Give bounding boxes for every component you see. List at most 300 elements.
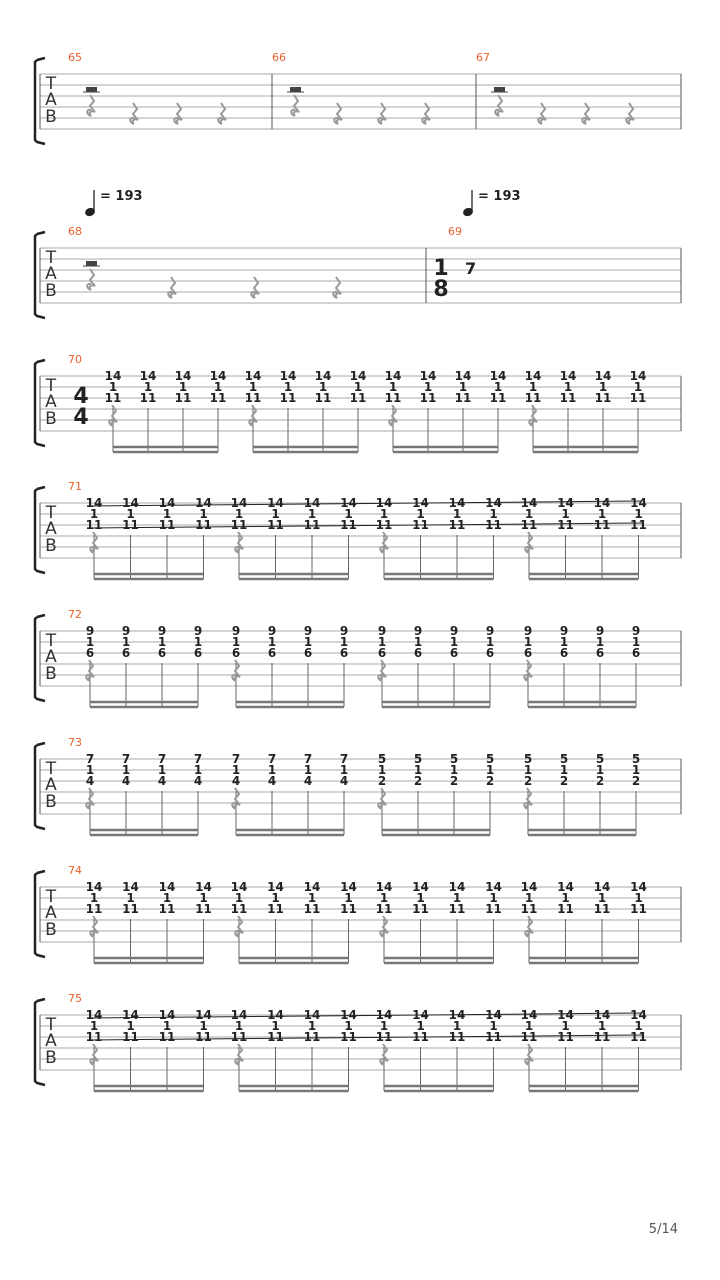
fret-number: 1 [595,763,605,777]
quarter-rest [168,277,176,298]
fret-number: 14 [520,496,538,510]
fret-number: 1 [121,763,131,777]
measure-number: 71 [68,480,82,493]
quarter-rest [218,103,226,124]
fret-number: 14 [230,880,248,894]
fret-number: 14 [230,1008,248,1022]
fret-number: 9 [157,624,167,638]
fret-number: 1 [452,891,462,905]
fret-number: 9 [413,624,423,638]
fret-number: 1 [449,763,459,777]
fret-number: 1 [344,1019,353,1033]
fret-number: 14 [85,880,103,894]
fret-number: 11 [630,902,647,916]
tab-clef-letter: T [45,248,57,268]
system-bracket-top-6 [37,871,45,873]
tempo-mark: = 193 [478,189,521,204]
fret-number: 1 [89,891,99,905]
fret-number: 1 [199,891,208,905]
fret-number: 1 [339,763,349,777]
eighth-rest: 7 [465,259,477,278]
tab-clef-letter: B [45,281,57,301]
fret-number: 11 [122,518,139,532]
measure-number: 65 [68,51,82,64]
tab-clef-letter: B [45,792,57,812]
fret-number: 14 [593,880,611,894]
fret-number: 11 [630,518,647,532]
fret-number: 1 [307,507,317,521]
tab-clef-letter: A [45,519,57,539]
fret-number: 9 [231,624,241,638]
fret-number: 11 [448,1030,466,1044]
fret-number: 1 [489,1019,498,1033]
fret-number: 11 [230,1030,248,1044]
fret-number: 14 [230,496,248,510]
fret-number: 1 [563,380,573,394]
fret-number: 14 [279,369,297,383]
fret-number: 1 [379,1019,389,1033]
fret-number: 14 [520,1008,538,1022]
fret-number: 11 [593,1030,611,1044]
fret-number: 4 [121,774,131,788]
fret-number: 14 [139,369,157,383]
tab-clef-letter: B [45,107,57,127]
fret-number: 11 [412,902,429,916]
fret-number: 14 [104,369,122,383]
fret-number: 14 [630,1008,647,1022]
fret-number: 1 [528,380,538,394]
fret-number: 11 [267,518,284,532]
fret-number: 11 [454,391,472,405]
fret-number: 14 [314,369,332,383]
quarter-rest [334,103,342,124]
fret-number: 1 [524,507,534,521]
fret-number: 11 [303,1030,321,1044]
fret-number: 6 [339,646,349,660]
fret-number: 6 [377,646,387,660]
fret-number: 1 [631,635,641,649]
tab-clef-letter: A [45,90,57,110]
fret-number: 2 [559,774,569,788]
fret-number: 2 [485,774,495,788]
fret-number: 1 [458,380,468,394]
fret-number: 1 [162,507,172,521]
fret-number: 1 [413,763,423,777]
fret-number: 14 [524,369,542,383]
fret-number: 11 [594,391,612,405]
fret-number: 1 [271,1019,280,1033]
fret-number: 1 [379,507,389,521]
fret-number: 1 [193,763,203,777]
fret-number: 9 [85,624,95,638]
quarter-rest [495,95,503,116]
fret-number: 14 [384,369,402,383]
fret-number: 11 [448,902,466,916]
fret-number: 14 [485,880,502,894]
fret-number: 1 [344,507,353,521]
fret-number: 14 [303,880,321,894]
fret-number: 11 [375,902,393,916]
fret-number: 11 [230,518,248,532]
measure-number: 70 [68,353,82,366]
fret-number: 11 [524,391,542,405]
fret-number: 14 [122,880,139,894]
fret-number: 2 [449,774,459,788]
measure-number: 67 [476,51,490,64]
fret-number: 2 [595,774,605,788]
fret-number: 14 [340,496,357,510]
fret-number: 5 [595,752,605,766]
fret-number: 11 [557,1030,574,1044]
fret-number: 1 [126,507,135,521]
fret-number: 11 [520,518,538,532]
fret-number: 14 [557,496,574,510]
fret-number: 14 [85,496,103,510]
fret-number: 11 [412,1030,429,1044]
fret-number: 1 [303,635,313,649]
fret-number: 1 [416,891,425,905]
fret-number: 14 [349,369,367,383]
fret-number: 11 [340,902,357,916]
fret-number: 1 [234,1019,244,1033]
fret-number: 11 [412,518,429,532]
fret-number: 6 [157,646,167,660]
fret-number: 9 [595,624,605,638]
tempo-mark: = 193 [100,189,143,204]
fret-number: 14 [375,1008,393,1022]
fret-number: 14 [158,496,176,510]
time-signature-bottom: 8 [433,277,449,302]
fret-number: 1 [162,1019,172,1033]
fret-number: 14 [158,1008,176,1022]
fret-number: 7 [339,752,349,766]
tab-clef-letter: T [45,74,57,94]
fret-number: 1 [283,380,293,394]
fret-number: 1 [634,891,643,905]
fret-number: 14 [485,1008,502,1022]
fret-number: 1 [597,891,607,905]
fret-number: 6 [595,646,605,660]
quarter-rest [582,103,590,124]
fret-number: 11 [85,902,103,916]
fret-number: 1 [267,635,277,649]
fret-number: 1 [377,635,387,649]
fret-number: 2 [631,774,641,788]
fret-number: 11 [557,902,574,916]
fret-number: 1 [416,1019,425,1033]
fret-number: 14 [448,496,466,510]
fret-number: 11 [85,518,103,532]
fret-number: 1 [634,1019,643,1033]
fret-number: 14 [340,880,357,894]
fret-number: 7 [121,752,131,766]
fret-number: 14 [593,496,611,510]
fret-number: 14 [267,1008,284,1022]
fret-number: 1 [121,635,131,649]
fret-number: 11 [104,391,122,405]
fret-number: 2 [377,774,387,788]
fret-number: 11 [244,391,262,405]
quarter-rest [87,95,95,116]
fret-number: 11 [448,518,466,532]
fret-number: 14 [559,369,577,383]
half-rest [86,261,97,266]
fret-number: 14 [630,880,647,894]
fret-number: 11 [559,391,577,405]
fret-number: 1 [353,380,363,394]
fret-number: 9 [485,624,495,638]
fret-number: 1 [523,763,533,777]
fret-number: 1 [157,763,167,777]
fret-number: 1 [561,507,570,521]
tab-clef-letter: B [45,536,57,556]
fret-number: 1 [248,380,258,394]
fret-number: 1 [377,763,387,777]
tab-clef-letter: B [45,664,57,684]
fret-number: 14 [267,496,284,510]
fret-number: 1 [344,891,353,905]
fret-number: 14 [520,880,538,894]
fret-number: 1 [126,891,135,905]
fret-number: 14 [412,1008,429,1022]
fret-number: 4 [231,774,241,788]
measure-number: 75 [68,992,82,1005]
system-bracket-top-4 [37,615,45,617]
fret-number: 11 [209,391,227,405]
fret-number: 1 [303,763,313,777]
fret-number: 4 [339,774,349,788]
fret-number: 9 [377,624,387,638]
fret-number: 6 [559,646,569,660]
half-rest [290,87,301,92]
fret-number: 1 [108,380,118,394]
fret-number: 1 [449,635,459,649]
fret-number: 1 [634,507,643,521]
system-bracket-top-3 [37,487,45,489]
fret-number: 1 [595,635,605,649]
fret-number: 14 [448,880,466,894]
fret-number: 1 [126,1019,135,1033]
fret-number: 9 [303,624,313,638]
fret-number: 9 [559,624,569,638]
tab-clef-letter: A [45,1031,57,1051]
fret-number: 4 [85,774,95,788]
fret-number: 1 [162,891,172,905]
fret-number: 11 [349,391,367,405]
fret-number: 1 [524,1019,534,1033]
fret-number: 11 [375,518,393,532]
fret-number: 11 [340,518,357,532]
fret-number: 1 [234,891,244,905]
tab-clef-letter: T [45,887,57,907]
fret-number: 11 [375,1030,393,1044]
fret-number: 11 [419,391,437,405]
fret-number: 1 [89,1019,99,1033]
quarter-rest [333,277,341,298]
fret-number: 14 [419,369,437,383]
fret-number: 1 [271,507,280,521]
fret-number: 2 [523,774,533,788]
fret-number: 1 [523,635,533,649]
fret-number: 11 [195,902,212,916]
quarter-rest [87,269,95,290]
fret-number: 4 [193,774,203,788]
fret-number: 1 [231,763,241,777]
fret-number: 11 [139,391,157,405]
fret-number: 11 [174,391,192,405]
fret-number: 14 [557,880,574,894]
fret-number: 1 [559,635,569,649]
fret-number: 11 [303,902,321,916]
fret-number: 14 [629,369,647,383]
fret-number: 1 [597,1019,607,1033]
tab-clef-letter: T [45,1015,57,1035]
quarter-rest [626,103,634,124]
fret-number: 11 [485,1030,502,1044]
quarter-rest [291,95,299,116]
fret-number: 6 [267,646,277,660]
system-bracket-top-1 [37,232,45,234]
fret-number: 1 [318,380,328,394]
fret-number: 6 [303,646,313,660]
fret-number: 11 [158,902,176,916]
fret-number: 4 [303,774,313,788]
fret-number: 1 [85,763,95,777]
fret-number: 14 [340,1008,357,1022]
fret-number: 2 [413,774,423,788]
fret-number: 14 [594,369,612,383]
fret-number: 1 [267,763,277,777]
fret-number: 1 [631,763,641,777]
measure-number: 68 [68,225,82,238]
fret-number: 5 [485,752,495,766]
fret-number: 1 [231,635,241,649]
measure-number: 72 [68,608,82,621]
fret-number: 11 [489,391,507,405]
fret-number: 6 [193,646,203,660]
fret-number: 1 [423,380,433,394]
fret-number: 1 [199,1019,208,1033]
fret-number: 11 [520,1030,538,1044]
fret-number: 1 [307,891,317,905]
fret-number: 11 [485,902,502,916]
fret-number: 6 [85,646,95,660]
quarter-rest [174,103,182,124]
quarter-rest [130,103,138,124]
fret-number: 14 [122,496,139,510]
fret-number: 5 [413,752,423,766]
fret-number: 5 [631,752,641,766]
fret-number: 9 [193,624,203,638]
fret-number: 11 [230,902,248,916]
fret-number: 14 [303,496,321,510]
fret-number: 1 [143,380,153,394]
fret-number: 14 [454,369,472,383]
page-number: 5/14 [648,1222,678,1237]
fret-number: 1 [85,635,95,649]
tab-clef-letter: T [45,376,57,396]
fret-number: 1 [485,635,495,649]
fret-number: 7 [267,752,277,766]
system-bracket-top-7 [37,999,45,1001]
fret-number: 6 [523,646,533,660]
fret-number: 1 [339,635,349,649]
quarter-rest [378,103,386,124]
fret-number: 9 [523,624,533,638]
tab-clef-letter: T [45,503,57,523]
fret-number: 1 [598,380,608,394]
fret-number: 11 [593,902,611,916]
fret-number: 14 [489,369,507,383]
tab-clef-letter: B [45,1048,57,1068]
quarter-rest [422,103,430,124]
tab-clef-letter: B [45,409,57,429]
fret-number: 7 [157,752,167,766]
fret-number: 14 [244,369,262,383]
measure-number: 66 [272,51,286,64]
fret-number: 1 [213,380,223,394]
fret-number: 7 [193,752,203,766]
measure-number: 73 [68,736,82,749]
half-rest [494,87,505,92]
fret-number: 11 [85,1030,103,1044]
fret-number: 11 [593,518,611,532]
fret-number: 6 [121,646,131,660]
half-rest [86,87,97,92]
fret-number: 1 [271,891,280,905]
fret-number: 11 [267,902,284,916]
fret-number: 5 [523,752,533,766]
fret-number: 11 [557,518,574,532]
time-signature-top: 4 [73,384,89,409]
fret-number: 9 [121,624,131,638]
tab-clef-letter: B [45,920,57,940]
fret-number: 11 [303,518,321,532]
fret-number: 6 [449,646,459,660]
fret-number: 1 [307,1019,317,1033]
system-bracket-top-5 [37,743,45,745]
fret-number: 11 [485,518,502,532]
fret-number: 14 [557,1008,574,1022]
fret-number: 1 [157,635,167,649]
fret-number: 14 [412,880,429,894]
fret-number: 1 [413,635,423,649]
fret-number: 11 [630,1030,647,1044]
quarter-rest [538,103,546,124]
fret-number: 14 [630,496,647,510]
fret-number: 1 [524,891,534,905]
tab-clef-letter: A [45,903,57,923]
quarter-rest [251,277,259,298]
fret-number: 14 [448,1008,466,1022]
tab-clef-letter: T [45,759,57,779]
tab-clef-letter: T [45,631,57,651]
fret-number: 1 [379,891,389,905]
fret-number: 1 [489,891,498,905]
tab-clef-letter: A [45,264,57,284]
fret-number: 1 [559,763,569,777]
fret-number: 11 [158,1030,176,1044]
fret-number: 7 [231,752,241,766]
fret-number: 11 [195,1030,212,1044]
fret-number: 11 [122,902,139,916]
fret-number: 9 [339,624,349,638]
fret-number: 5 [377,752,387,766]
time-signature-bottom: 4 [73,405,89,430]
fret-number: 14 [195,496,212,510]
fret-number: 14 [412,496,429,510]
fret-number: 1 [633,380,643,394]
